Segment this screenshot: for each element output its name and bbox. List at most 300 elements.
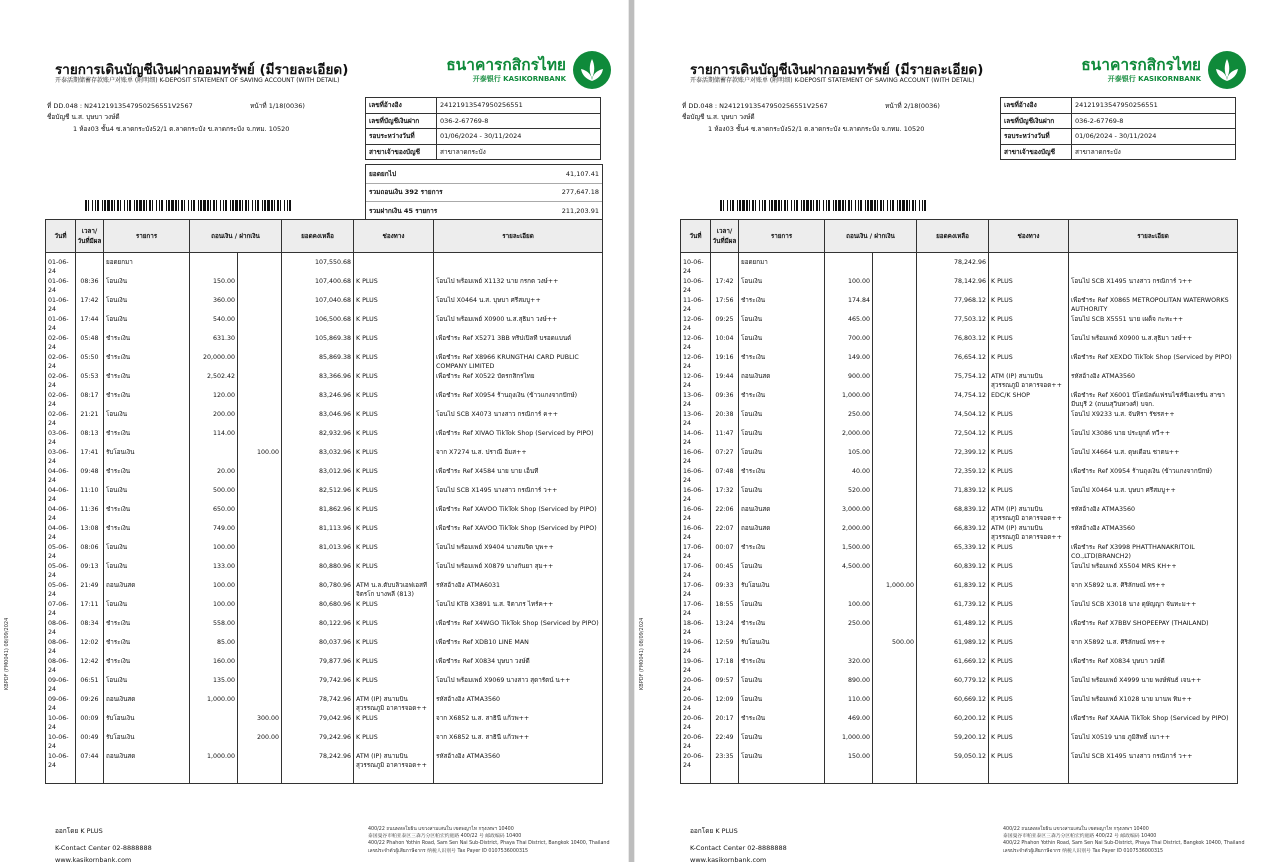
row-balance: 107,040.68 <box>282 296 354 315</box>
info-row <box>366 98 601 114</box>
bank-website: www.kasikornbank.com <box>55 856 132 862</box>
barcode-bar <box>245 200 247 211</box>
row-channel: K PLUS <box>354 543 434 562</box>
row-deposit <box>873 391 917 410</box>
row-detail: โอนไป SCB X3018 นาง ดุษัญญา จันทะม++ <box>1069 600 1238 619</box>
row-item: โอนเงิน <box>739 315 825 334</box>
row-deposit <box>873 752 917 771</box>
row-detail: เพื่อชำระ Ref XAVOO TikTok Shop (Serviced by PIPO) <box>434 505 603 524</box>
row-detail: โอนไป พร้อมเพย์ X9404 นางสมจิต บุพ++ <box>434 543 603 562</box>
row-detail: เพื่อชำระ Ref X0954 ร้านถุงเงิน (ข้าวแกงจากปักษ์) <box>1069 467 1238 486</box>
filler-cell <box>739 771 825 784</box>
row-date: 05-06-24 <box>46 562 76 581</box>
barcode-bar <box>902 200 905 211</box>
row-deposit <box>873 562 917 581</box>
row-time: 12:59 <box>711 638 739 657</box>
info-key: สาขาเจ้าของบัญชี <box>1001 144 1072 160</box>
row-item: รับโอนเงิน <box>739 581 825 600</box>
row-deposit <box>873 448 917 467</box>
barcode-bar <box>257 200 259 211</box>
barcode-bar <box>188 200 189 211</box>
table-row <box>681 429 1238 448</box>
row-date: 01-06-24 <box>46 315 76 334</box>
row-date: 20-06-24 <box>681 714 711 733</box>
row-balance: 82,932.96 <box>282 429 354 448</box>
row-item: ยอดยกมา <box>739 253 825 278</box>
row-date: 08-06-24 <box>46 638 76 657</box>
row-withdraw: 85.00 <box>190 638 238 657</box>
info-row <box>366 129 601 145</box>
row-balance: 83,366.96 <box>282 372 354 391</box>
row-item: โอนเงิน <box>739 277 825 296</box>
table-row <box>681 353 1238 372</box>
row-channel: K PLUS <box>989 467 1069 486</box>
barcode-bar <box>791 200 792 211</box>
row-deposit <box>873 253 917 278</box>
barcode-bar <box>833 200 834 211</box>
row-detail: โอนไป SCB X4073 นางสาว กรณิการ์ ค++ <box>434 410 603 429</box>
row-deposit <box>238 334 282 353</box>
row-withdraw: 749.00 <box>190 524 238 543</box>
row-date: 10-06-24 <box>46 714 76 733</box>
address-line-en: 400/22 Phahon Yothin Road, Sam Sen Nai Sub-District, Phaya Thai District, Bangkok 10400, Thailand <box>368 841 610 847</box>
row-time: 09:36 <box>711 391 739 410</box>
table-row <box>681 581 1238 600</box>
row-withdraw: 100.00 <box>190 600 238 619</box>
row-withdraw: 320.00 <box>825 657 873 676</box>
row-channel: K PLUS <box>989 581 1069 600</box>
row-channel: K PLUS <box>354 334 434 353</box>
table-row <box>681 562 1238 581</box>
row-time: 00:09 <box>76 714 104 733</box>
row-date: 13-06-24 <box>681 410 711 429</box>
table-row <box>681 467 1238 486</box>
barcode-bar <box>97 200 99 211</box>
row-detail: เพื่อชำระ Ref X0834 บุษบา วงษ์ดี <box>434 657 603 676</box>
row-balance: 78,242.96 <box>917 253 989 278</box>
barcode-bar <box>877 200 878 211</box>
row-item: โอนเงิน <box>739 410 825 429</box>
barcode-bar <box>193 200 195 211</box>
header-detail: รายละเอียด <box>434 220 603 253</box>
info-row <box>366 144 601 160</box>
row-deposit <box>238 581 282 600</box>
row-date: 08-06-24 <box>46 619 76 638</box>
row-detail: เพื่อชำระ Ref XIVAO TikTok Shop (Serviced by PIPO) <box>434 429 603 448</box>
row-balance: 81,113.96 <box>282 524 354 543</box>
row-detail: จาก X5892 น.ส. ศิริลักษณ์ ทร++ <box>1069 638 1238 657</box>
table-row <box>46 524 603 543</box>
row-deposit <box>873 277 917 296</box>
row-withdraw: 250.00 <box>825 410 873 429</box>
row-time: 20:38 <box>711 410 739 429</box>
bank-name: ธนาคารกสิกรไทย <box>1081 56 1201 74</box>
row-date: 12-06-24 <box>681 315 711 334</box>
row-withdraw: 4,500.00 <box>825 562 873 581</box>
barcode-bar <box>732 200 734 211</box>
row-balance: 61,839.12 <box>917 581 989 600</box>
row-item: ถอนเงินสด <box>739 372 825 391</box>
info-value: สาขาลาดกระบัง <box>1072 144 1236 160</box>
row-time: 20:17 <box>711 714 739 733</box>
row-date: 01-06-24 <box>46 296 76 315</box>
row-item: ชำระเงิน <box>104 524 190 543</box>
row-date: 03-06-24 <box>46 448 76 467</box>
info-key: เลขที่บัญชีเงินฝาก <box>366 113 437 129</box>
row-item: โอนเงิน <box>104 410 190 429</box>
table-row <box>681 277 1238 296</box>
row-date: 04-06-24 <box>46 486 76 505</box>
contact-center: K-Contact Center 02-8888888 <box>690 844 787 852</box>
table-row <box>46 410 603 429</box>
row-deposit <box>873 315 917 334</box>
row-deposit <box>238 657 282 676</box>
row-withdraw: 650.00 <box>190 505 238 524</box>
row-balance: 72,399.12 <box>917 448 989 467</box>
barcode-bar <box>851 200 852 211</box>
info-row <box>1001 144 1236 160</box>
row-time: 19:44 <box>711 372 739 391</box>
barcode-bar <box>220 200 221 211</box>
row-balance: 68,839.12 <box>917 505 989 524</box>
barcode-bar <box>819 200 820 211</box>
summary-key: รวมถอนเงิน 392 รายการ <box>369 188 443 197</box>
row-time: 11:47 <box>711 429 739 448</box>
barcode-bar <box>762 200 763 211</box>
row-channel: K PLUS <box>989 353 1069 372</box>
row-detail: เพื่อชำระ Ref X8966 KRUNGTHAI CARD PUBLIC COMPANY LIMITED <box>434 353 603 372</box>
filler-cell <box>190 771 238 784</box>
row-date: 16-06-24 <box>681 486 711 505</box>
row-detail: โอนไป พร้อมเพย์ X1028 นาย มานพ ทิม++ <box>1069 695 1238 714</box>
row-time: 08:13 <box>76 429 104 448</box>
barcode-bar <box>865 200 866 211</box>
row-date: 12-06-24 <box>681 353 711 372</box>
row-detail: โอนไป X0464 น.ส. บุษบา ศรีสมบู++ <box>1069 486 1238 505</box>
statement-title: รายการเดินบัญชีเงินฝากออมทรัพย์ (มีรายละเอียด) <box>690 62 984 78</box>
barcode-bar <box>161 200 163 211</box>
info-row <box>1001 129 1236 145</box>
row-deposit <box>238 315 282 334</box>
statement-subtitle: 开泰活期储蓄存款账户对账单 (附明细) K-DEPOSIT STATEMENT OF SAVING ACCOUNT (WITH DETAIL) <box>690 77 975 84</box>
barcode-bar <box>887 200 888 211</box>
row-time: 10:04 <box>711 334 739 353</box>
row-date: 05-06-24 <box>46 581 76 600</box>
barcode-bar <box>892 200 894 211</box>
row-detail: รหัสอ้างอิง ATMA3560 <box>1069 372 1238 391</box>
row-deposit <box>238 543 282 562</box>
barcode-bar <box>85 200 87 211</box>
table-bottom <box>46 771 603 784</box>
row-item: ยอดยกมา <box>104 253 190 278</box>
row-channel: K PLUS <box>354 296 434 315</box>
row-item: ชำระเงิน <box>104 391 190 410</box>
info-row <box>1001 98 1236 114</box>
row-deposit <box>873 372 917 391</box>
row-deposit <box>873 733 917 752</box>
row-channel: K PLUS <box>989 752 1069 771</box>
header-channel: ช่องทาง <box>989 220 1069 253</box>
header-channel: ช่องทาง <box>354 220 434 253</box>
row-detail: โอนไป พร้อมเพย์ X5504 MRS KH++ <box>1069 562 1238 581</box>
table-row <box>46 448 603 467</box>
account-address: 1 ห้อง03 ชั้น4 ซ.ลาดกระบัง52/1 ต.ลาดกระบัง ข.ลาดกระบัง จ.กทม. 10520 <box>73 125 290 133</box>
barcode-bar <box>730 200 731 211</box>
barcode-bar <box>909 200 910 211</box>
row-deposit <box>238 524 282 543</box>
table-row <box>46 467 603 486</box>
row-detail: เพื่อชำระ Ref X0522 บัตรกสิกรไทย <box>434 372 603 391</box>
barcode-bar <box>107 200 110 211</box>
info-row <box>366 113 601 129</box>
info-key: เลขที่อ้างอิง <box>366 98 437 114</box>
table-row <box>46 505 603 524</box>
row-deposit <box>238 253 282 278</box>
row-channel: K PLUS <box>989 600 1069 619</box>
row-date: 20-06-24 <box>681 695 711 714</box>
row-balance: 61,669.12 <box>917 657 989 676</box>
row-deposit: 300.00 <box>238 714 282 733</box>
table-row <box>46 752 603 771</box>
header-item: รายการ <box>104 220 190 253</box>
row-date: 20-06-24 <box>681 733 711 752</box>
table-row <box>681 619 1238 638</box>
barcode-bar <box>874 200 876 211</box>
barcode-bar <box>860 200 862 211</box>
row-channel: K PLUS <box>354 353 434 372</box>
row-date: 01-06-24 <box>46 253 76 278</box>
row-time: 12:09 <box>711 695 739 714</box>
table-bottom <box>681 771 1238 784</box>
row-deposit: 200.00 <box>238 733 282 752</box>
row-balance: 76,654.12 <box>917 353 989 372</box>
page-number: หน้าที่ 2/18(0036) <box>885 102 940 110</box>
row-withdraw: 2,502.42 <box>190 372 238 391</box>
table-row <box>681 600 1238 619</box>
header-date: วันที่ <box>46 220 76 253</box>
row-deposit <box>238 505 282 524</box>
row-withdraw: 900.00 <box>825 372 873 391</box>
table-row <box>681 372 1238 391</box>
barcode-bar <box>207 200 209 211</box>
row-time: 22:06 <box>711 505 739 524</box>
barcode-bar <box>769 200 770 211</box>
row-withdraw: 20.00 <box>190 467 238 486</box>
table-row <box>681 524 1238 543</box>
row-date: 10-06-24 <box>681 277 711 296</box>
row-deposit <box>238 695 282 714</box>
row-withdraw: 160.00 <box>190 657 238 676</box>
row-time: 13:24 <box>711 619 739 638</box>
row-detail: โอนไป พร้อมเพย์ X4999 นาย พงษ์พันธ์ เจน++ <box>1069 676 1238 695</box>
barcode-bar <box>200 200 202 211</box>
row-date: 08-06-24 <box>46 657 76 676</box>
row-withdraw: 100.00 <box>190 581 238 600</box>
row-item: ชำระเงิน <box>739 296 825 315</box>
barcode-bar <box>277 200 279 211</box>
row-item: ถอนเงินสด <box>739 505 825 524</box>
table-row <box>46 619 603 638</box>
barcode-bar <box>139 200 142 211</box>
row-deposit <box>873 676 917 695</box>
table-row <box>681 486 1238 505</box>
contact-center: K-Contact Center 02-8888888 <box>55 844 152 852</box>
barcode-bar <box>906 200 908 211</box>
barcode-bar <box>883 200 884 211</box>
row-time: 19:16 <box>711 353 739 372</box>
row-item: โอนเงิน <box>739 600 825 619</box>
row-item: ชำระเงิน <box>104 638 190 657</box>
table-row <box>681 714 1238 733</box>
filler-cell <box>1069 771 1238 784</box>
row-deposit <box>873 410 917 429</box>
row-item: ชำระเงิน <box>739 619 825 638</box>
filler-cell <box>873 771 917 784</box>
row-time: 08:17 <box>76 391 104 410</box>
row-detail: โอนไป KTB X3891 น.ส. จิตาภร ไทร์ค++ <box>434 600 603 619</box>
row-date: 13-06-24 <box>681 391 711 410</box>
row-balance: 80,037.96 <box>282 638 354 657</box>
row-channel: K PLUS <box>989 562 1069 581</box>
address-line-th: 400/22 ถนนพหลโยธิน แขวงสามเสนใน เขตพญาไท กรุงเทพฯ 10400 <box>1003 827 1149 832</box>
row-deposit <box>238 429 282 448</box>
row-balance: 107,550.68 <box>282 253 354 278</box>
row-date: 03-06-24 <box>46 429 76 448</box>
row-withdraw: 110.00 <box>825 695 873 714</box>
row-deposit <box>238 391 282 410</box>
barcode-bar <box>781 200 782 211</box>
barcode-bar <box>178 200 179 211</box>
row-time: 08:36 <box>76 277 104 296</box>
barcode-bar <box>213 200 215 211</box>
row-withdraw: 1,000.00 <box>825 391 873 410</box>
barcode-bar <box>806 200 809 211</box>
row-balance: 61,489.12 <box>917 619 989 638</box>
barcode-icon <box>720 200 930 211</box>
row-channel: K PLUS <box>989 638 1069 657</box>
row-time: 07:44 <box>76 752 104 771</box>
row-channel: K PLUS <box>354 619 434 638</box>
row-item: โอนเงิน <box>104 543 190 562</box>
row-detail: โอนไป พร้อมเพย์ X0900 น.ส.สุธิมา วงษ์++ <box>434 315 603 334</box>
row-detail: รหัสอ้างอิง ATMA3560 <box>1069 524 1238 543</box>
row-date: 04-06-24 <box>46 467 76 486</box>
statement-title: รายการเดินบัญชีเงินฝากออมทรัพย์ (มีรายละเอียด) <box>55 62 349 78</box>
row-withdraw: 1,000.00 <box>825 733 873 752</box>
barcode-bar <box>816 200 818 211</box>
barcode-bar <box>88 200 89 211</box>
summary-box <box>365 164 603 221</box>
barcode-bar <box>92 200 93 211</box>
row-item: โอนเงิน <box>104 562 190 581</box>
table-row <box>46 600 603 619</box>
row-balance: 82,512.96 <box>282 486 354 505</box>
row-date: 09-06-24 <box>46 695 76 714</box>
barcode-bar <box>95 200 96 211</box>
barcode-bar <box>855 200 856 211</box>
table-row <box>46 277 603 296</box>
transactions-table <box>680 219 1238 784</box>
row-date: 12-06-24 <box>681 372 711 391</box>
table-row <box>46 372 603 391</box>
row-deposit <box>238 752 282 771</box>
row-balance: 60,779.12 <box>917 676 989 695</box>
barcode-bar <box>771 200 773 211</box>
barcode-bar <box>720 200 722 211</box>
row-detail: จาก X6852 น.ส. สาธินี แก้วพ++ <box>434 733 603 752</box>
row-item: โอนเงิน <box>739 752 825 771</box>
barcode-bar <box>136 200 138 211</box>
row-item: ชำระเงิน <box>104 334 190 353</box>
table-row <box>46 315 603 334</box>
row-channel <box>989 253 1069 278</box>
filler-cell <box>354 771 434 784</box>
header-item: รายการ <box>739 220 825 253</box>
issued-by: ออกโดย K PLUS <box>690 827 738 835</box>
barcode-bar <box>787 200 788 211</box>
row-item: ชำระเงิน <box>739 714 825 733</box>
row-date: 02-06-24 <box>46 391 76 410</box>
row-detail <box>434 253 603 278</box>
table-row <box>46 296 603 315</box>
barcode-bar <box>156 200 157 211</box>
filler-cell <box>46 771 76 784</box>
info-value: 01/06/2024 - 30/11/2024 <box>1072 129 1236 145</box>
table-row <box>46 486 603 505</box>
barcode-bar <box>127 200 128 211</box>
row-channel: K PLUS <box>989 448 1069 467</box>
row-time: 00:07 <box>711 543 739 562</box>
row-balance: 61,739.12 <box>917 600 989 619</box>
row-item: รับโอนเงิน <box>104 733 190 752</box>
barcode-bar <box>845 200 846 211</box>
header-time: เวลา/ วันที่มีผล <box>76 220 104 253</box>
row-date: 10-06-24 <box>681 253 711 278</box>
row-withdraw <box>825 638 873 657</box>
row-balance: 83,046.96 <box>282 410 354 429</box>
form-code: KBPDF (FM0041) 08/09/2024 <box>639 617 645 690</box>
table-row <box>681 410 1238 429</box>
row-withdraw: 360.00 <box>190 296 238 315</box>
barcode-bar <box>129 200 131 211</box>
row-date: 02-06-24 <box>46 372 76 391</box>
row-detail: รหัสอ้างอิง ATMA3560 <box>434 695 603 714</box>
filler-cell <box>104 771 190 784</box>
row-channel: K PLUS <box>354 277 434 296</box>
row-item: ชำระเงิน <box>104 372 190 391</box>
row-withdraw <box>190 253 238 278</box>
barcode-bar <box>280 200 281 211</box>
table-row <box>681 391 1238 410</box>
row-channel: ATM (IP) สนามบินสุวรรณภูมิ อาคารจอด++ <box>989 524 1069 543</box>
row-balance: 83,032.96 <box>282 448 354 467</box>
row-withdraw: 150.00 <box>825 752 873 771</box>
filler-cell <box>917 771 989 784</box>
row-time: 09:57 <box>711 676 739 695</box>
barcode-bar <box>159 200 160 211</box>
barcode-bar <box>166 200 167 211</box>
row-channel: K PLUS <box>354 315 434 334</box>
bank-subname: 开泰银行 KASIKORNBANK <box>472 75 566 83</box>
row-item: โอนเงิน <box>739 334 825 353</box>
row-deposit <box>873 505 917 524</box>
row-time: 17:56 <box>711 296 739 315</box>
row-deposit <box>873 429 917 448</box>
row-balance: 60,839.12 <box>917 562 989 581</box>
barcode-bar <box>152 200 153 211</box>
table-row <box>681 695 1238 714</box>
row-deposit <box>873 353 917 372</box>
